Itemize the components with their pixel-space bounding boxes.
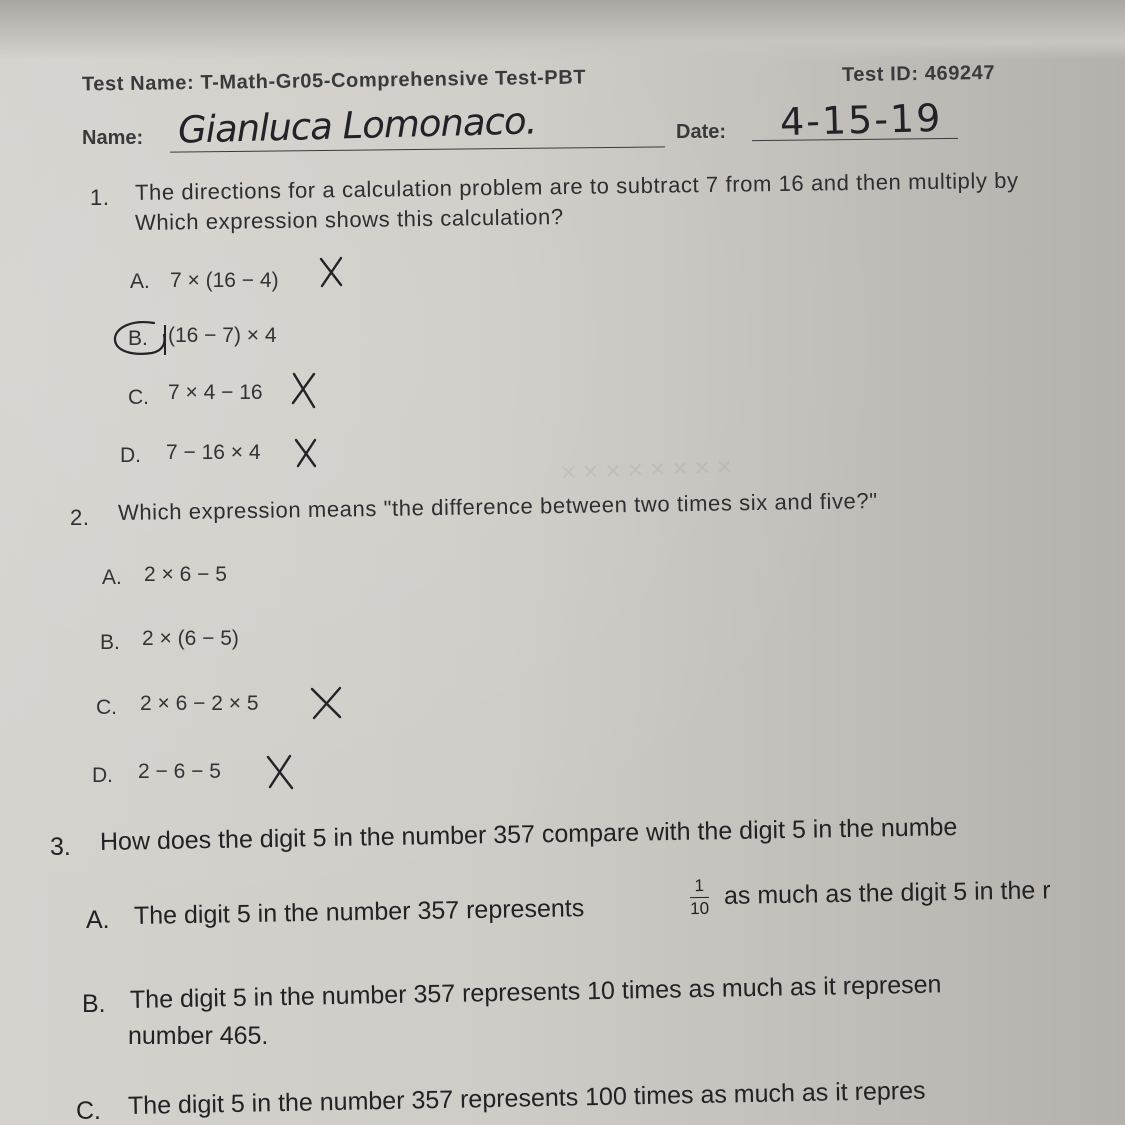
choice-text-line: number 465. (128, 1022, 269, 1050)
choice-letter: B. (82, 990, 106, 1018)
choice-text-line: The digit 5 in the number 357 represents 10 times as much as it represen (129, 970, 942, 1014)
date-label: Date: (676, 121, 727, 143)
choice-text: (16 − 7) × 4 (168, 324, 277, 347)
question-number: 2. (70, 505, 90, 530)
test-id-heading: Test ID: 469247 (841, 61, 996, 87)
choice-letter: D. (92, 764, 113, 787)
choice-text: 2 − 6 − 5 (138, 760, 221, 783)
name-label: Name: (82, 127, 144, 149)
choice-letter: A. (130, 270, 150, 293)
date-handwriting: 4-15-19 (779, 95, 943, 145)
question-text-line: The directions for a calculation problem are to subtract 7 from 16 and then multiply by (134, 167, 1019, 205)
cross-mark-icon (308, 685, 344, 721)
choice-letter: A. (86, 906, 110, 934)
student-name-handwriting: Gianluca Lomonaco. (177, 99, 537, 152)
test-name-heading: Test Name: T-Math-Gr05-Comprehensive Test-PBT (81, 66, 587, 96)
cross-mark-icon (318, 256, 344, 288)
choice-letter: C. (96, 696, 117, 719)
choice-text: 2 × (6 − 5) (142, 627, 239, 650)
choice-text: 2 × 6 − 5 (144, 563, 227, 586)
choice-letter: A. (102, 566, 122, 589)
bleed-through-text: ✕ ✕ ✕ ✕ ✕ ✕ ✕ ✕ (559, 456, 734, 485)
fraction-numerator: 1 (690, 876, 709, 898)
choice-letter: D. (120, 444, 141, 467)
question-number: 3. (50, 833, 71, 861)
question-number: 1. (90, 185, 110, 210)
choice-letter: B. (128, 327, 148, 350)
cross-mark-icon (264, 753, 296, 791)
choice-letter: C. (76, 1097, 101, 1125)
choice-text: The digit 5 in the number 357 represents (133, 894, 585, 930)
cross-mark-icon (293, 437, 319, 469)
choice-text: as much as the digit 5 in the r (723, 876, 1051, 910)
question-text-line: Which expression shows this calculation? (134, 204, 564, 235)
choice-text: 7 × (16 − 4) (170, 269, 279, 292)
choice-text: 7 × 4 − 16 (168, 381, 263, 404)
choice-text: 2 × 6 − 2 × 5 (140, 692, 259, 715)
fraction-denominator: 10 (690, 898, 710, 919)
question-text-line: Which expression means "the difference between two times six and five?" (117, 488, 878, 525)
paper-fold-shadow (0, 0, 1125, 60)
cross-mark-icon (290, 370, 318, 410)
fraction-one-tenth (690, 876, 710, 919)
choice-letter: C. (128, 386, 149, 409)
choice-text: 7 − 16 × 4 (166, 441, 261, 464)
choice-text: The digit 5 in the number 357 represents 100 times as much as it repres (127, 1076, 926, 1120)
question-text-line: How does the digit 5 in the number 357 compare with the digit 5 in the numbe (99, 813, 958, 856)
choice-letter: B. (100, 631, 120, 654)
